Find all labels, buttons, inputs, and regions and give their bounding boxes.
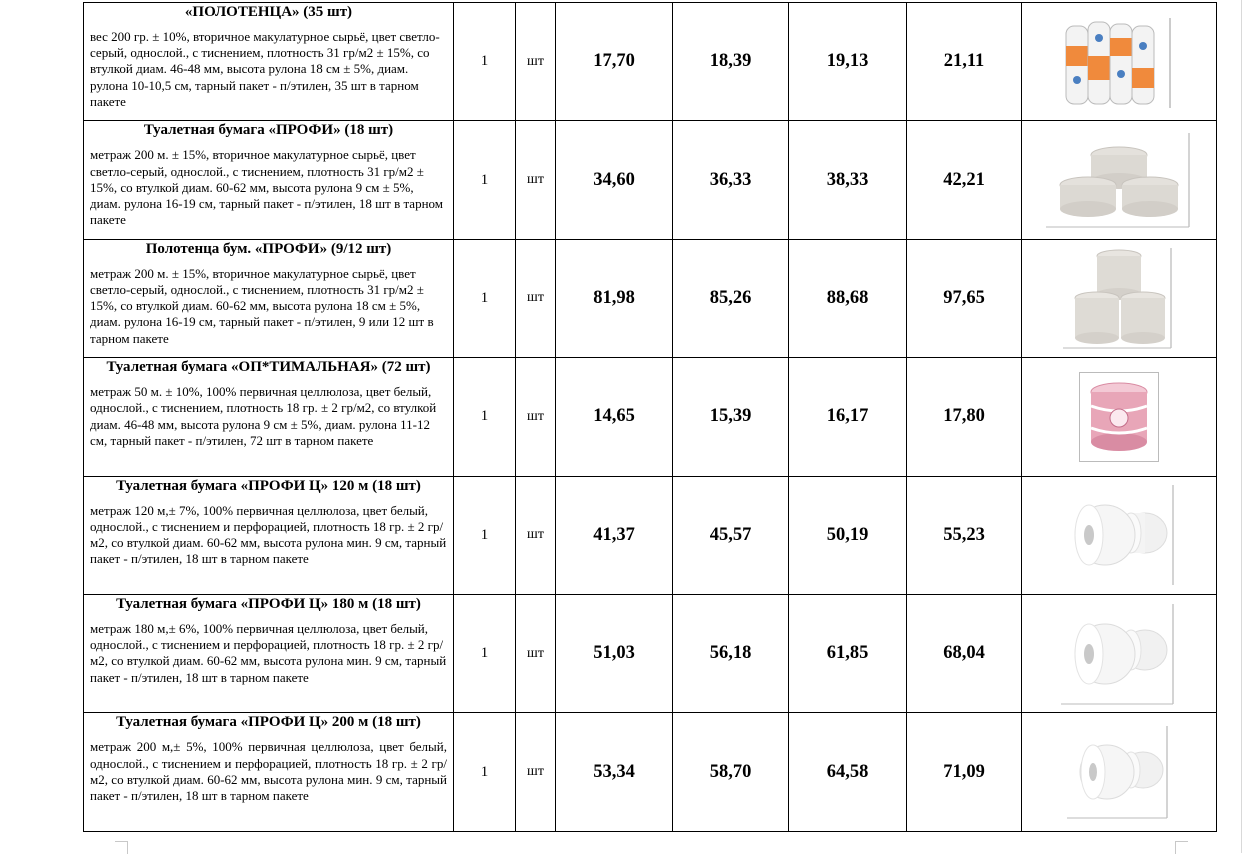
price-cell-1: 14,65 bbox=[556, 358, 673, 476]
price-cell-2: 45,57 bbox=[673, 476, 789, 594]
price-cell-3: 64,58 bbox=[789, 713, 907, 831]
price-cell-2: 85,26 bbox=[673, 239, 789, 357]
price-cell-2: 18,39 bbox=[673, 3, 789, 121]
price-cell-2: 36,33 bbox=[673, 121, 789, 239]
quantity-cell: 1 bbox=[454, 713, 516, 831]
page-corner-mark bbox=[1175, 841, 1188, 854]
product-title: Туалетная бумага «ПРОФИ» (18 шт) bbox=[143, 122, 394, 139]
white-jumbo-rolls-icon bbox=[1067, 724, 1171, 820]
quantity-cell: 1 bbox=[454, 3, 516, 121]
pink-wrapped-roll-icon bbox=[1079, 372, 1159, 462]
product-description: метраж 200 м. ± 15%, вторичное макулатурное сырьё, цвет светло-серый, однослой., с тиснением, плотность 31 гр/м2 ± 15%, со втулкой диам. 60-62 мм, высота рулона 9 см ± 5%, диам. рулона 16-19 см, тарный пакет - п/этилен, 18 шт в тарном пакете bbox=[90, 147, 443, 228]
product-image-cell bbox=[1022, 476, 1217, 594]
product-description-cell bbox=[84, 476, 454, 594]
table-row bbox=[84, 3, 1217, 121]
price-cell-4: 42,21 bbox=[907, 121, 1022, 239]
price-cell-4: 55,23 bbox=[907, 476, 1022, 594]
product-description-cell bbox=[84, 3, 454, 121]
product-description: метраж 200 м. ± 15%, вторичное макулатурное сырьё, цвет светло-серый, однослой., с тиснением, плотность 31 гр/м2 ± 15%, со втулкой диам. 60-62 мм, высота рулона 18 см ± 5%, диам. рулона 16-19 см, тарный пакет - п/этилен, 9 или 12 шт в тарном пакете bbox=[90, 265, 434, 346]
unit-cell: шт bbox=[516, 3, 556, 121]
product-description-cell bbox=[84, 713, 454, 831]
product-image-cell bbox=[1022, 594, 1217, 712]
product-description-cell bbox=[84, 121, 454, 239]
price-cell-2: 15,39 bbox=[673, 358, 789, 476]
price-cell-3: 61,85 bbox=[789, 594, 907, 712]
towel-pack-icon bbox=[1060, 16, 1178, 108]
quantity-cell: 1 bbox=[454, 358, 516, 476]
grey-tall-rolls-icon bbox=[1063, 246, 1175, 350]
product-image-cell bbox=[1022, 121, 1217, 239]
quantity-cell: 1 bbox=[454, 239, 516, 357]
quantity-cell: 1 bbox=[454, 594, 516, 712]
table-row bbox=[84, 121, 1217, 239]
product-description: метраж 120 м,± 7%, 100% первичная целлюлоза, цвет белый, однослой., с тиснением и перфорацией, плотность 18 гр. ± 2 гр/м2, со втулкой диам. 60-62 мм, высота рулона мин. 9 см, тарный пакет - п/этилен, 18 шт в тарном пакете bbox=[90, 502, 447, 567]
unit-cell: шт bbox=[516, 121, 556, 239]
table-row bbox=[84, 476, 1217, 594]
product-description: метраж 180 м,± 6%, 100% первичная целлюлоза, цвет белый, однослой., с тиснением и перфорацией, плотность 18 гр. ± 2 гр/м2, со втулкой диам. 60-62 мм, высота рулона мин. 9 см, тарный пакет - п/этилен, 18 шт в тарном пакете bbox=[90, 620, 447, 685]
price-cell-4: 68,04 bbox=[907, 594, 1022, 712]
product-description: метраж 50 м. ± 10%, 100% первичная целлюлоза, цвет белый, однослой., с тиснением, плотность 18 гр. ± 2 гр/м2, со втулкой диам. 46-48 мм, высота рулона 9 см ± 5%, диам. рулона 11-12 см, тарный пакет - п/этилен, 72 шт в тарном пакете bbox=[90, 384, 437, 448]
price-cell-3: 38,33 bbox=[789, 121, 907, 239]
product-description: вес 200 гр. ± 10%, вторичное макулатурное сырьё, цвет светло-серый, однослой., с тиснением, плотность 31 гр/м2 ± 15%, со втулкой диам. 46-48 мм, высота рулона 18 см ± 5%, диам. рулона 10-10,5 см, тарный пакет - п/этилен, 35 шт в тарном пакете bbox=[90, 29, 440, 109]
product-title: Полотенца бум. «ПРОФИ» (9/12 шт) bbox=[145, 240, 392, 257]
price-table bbox=[83, 2, 1217, 832]
price-cell-4: 17,80 bbox=[907, 358, 1022, 476]
product-image-cell bbox=[1022, 3, 1217, 121]
price-cell-3: 88,68 bbox=[789, 239, 907, 357]
table-row bbox=[84, 713, 1217, 831]
price-cell-4: 71,09 bbox=[907, 713, 1022, 831]
product-description: метраж 200 м,± 5%, 100% первичная целлюлоза, цвет белый, однослой., с тиснением и перфорацией, плотность 18 гр. ± 2 гр/м2, со втулкой диам. 60-62 мм, высота рулона мин. 9 см, тарный пакет - п/этилен, 18 шт в тарном пакете bbox=[90, 739, 447, 803]
white-jumbo-rolls-icon bbox=[1061, 483, 1177, 587]
unit-cell: шт bbox=[516, 239, 556, 357]
price-cell-2: 56,18 bbox=[673, 594, 789, 712]
price-cell-3: 16,17 bbox=[789, 358, 907, 476]
product-title: Туалетная бумага «ПРОФИ Ц» 200 м (18 шт) bbox=[116, 714, 421, 731]
table-row bbox=[84, 239, 1217, 357]
price-cell-1: 41,37 bbox=[556, 476, 673, 594]
product-description-cell bbox=[84, 239, 454, 357]
product-description-cell bbox=[84, 358, 454, 476]
quantity-cell: 1 bbox=[454, 121, 516, 239]
unit-cell: шт bbox=[516, 713, 556, 831]
price-cell-4: 21,11 bbox=[907, 3, 1022, 121]
price-cell-1: 34,60 bbox=[556, 121, 673, 239]
price-cell-1: 53,34 bbox=[556, 713, 673, 831]
table-row bbox=[84, 594, 1217, 712]
price-cell-2: 58,70 bbox=[673, 713, 789, 831]
product-description-cell bbox=[84, 594, 454, 712]
product-image-cell bbox=[1022, 358, 1217, 476]
price-cell-1: 51,03 bbox=[556, 594, 673, 712]
grey-jumbo-rolls-icon bbox=[1046, 131, 1192, 229]
price-cell-1: 17,70 bbox=[556, 3, 673, 121]
quantity-cell: 1 bbox=[454, 476, 516, 594]
white-jumbo-rolls-icon bbox=[1061, 602, 1177, 706]
product-title: «ПОЛОТЕНЦА» (35 шт) bbox=[184, 4, 353, 20]
unit-cell: шт bbox=[516, 358, 556, 476]
table-row bbox=[84, 358, 1217, 476]
product-title: Туалетная бумага «ОП*ТИМАЛЬНАЯ» (72 шт) bbox=[106, 359, 431, 376]
page-corner-mark bbox=[115, 841, 128, 854]
product-title: Туалетная бумага «ПРОФИ Ц» 120 м (18 шт) bbox=[116, 477, 421, 494]
product-image-cell bbox=[1022, 239, 1217, 357]
price-cell-1: 81,98 bbox=[556, 239, 673, 357]
price-cell-3: 19,13 bbox=[789, 3, 907, 121]
unit-cell: шт bbox=[516, 476, 556, 594]
price-cell-4: 97,65 bbox=[907, 239, 1022, 357]
product-image-cell bbox=[1022, 713, 1217, 831]
price-cell-3: 50,19 bbox=[789, 476, 907, 594]
unit-cell: шт bbox=[516, 594, 556, 712]
product-title: Туалетная бумага «ПРОФИ Ц» 180 м (18 шт) bbox=[116, 595, 421, 612]
